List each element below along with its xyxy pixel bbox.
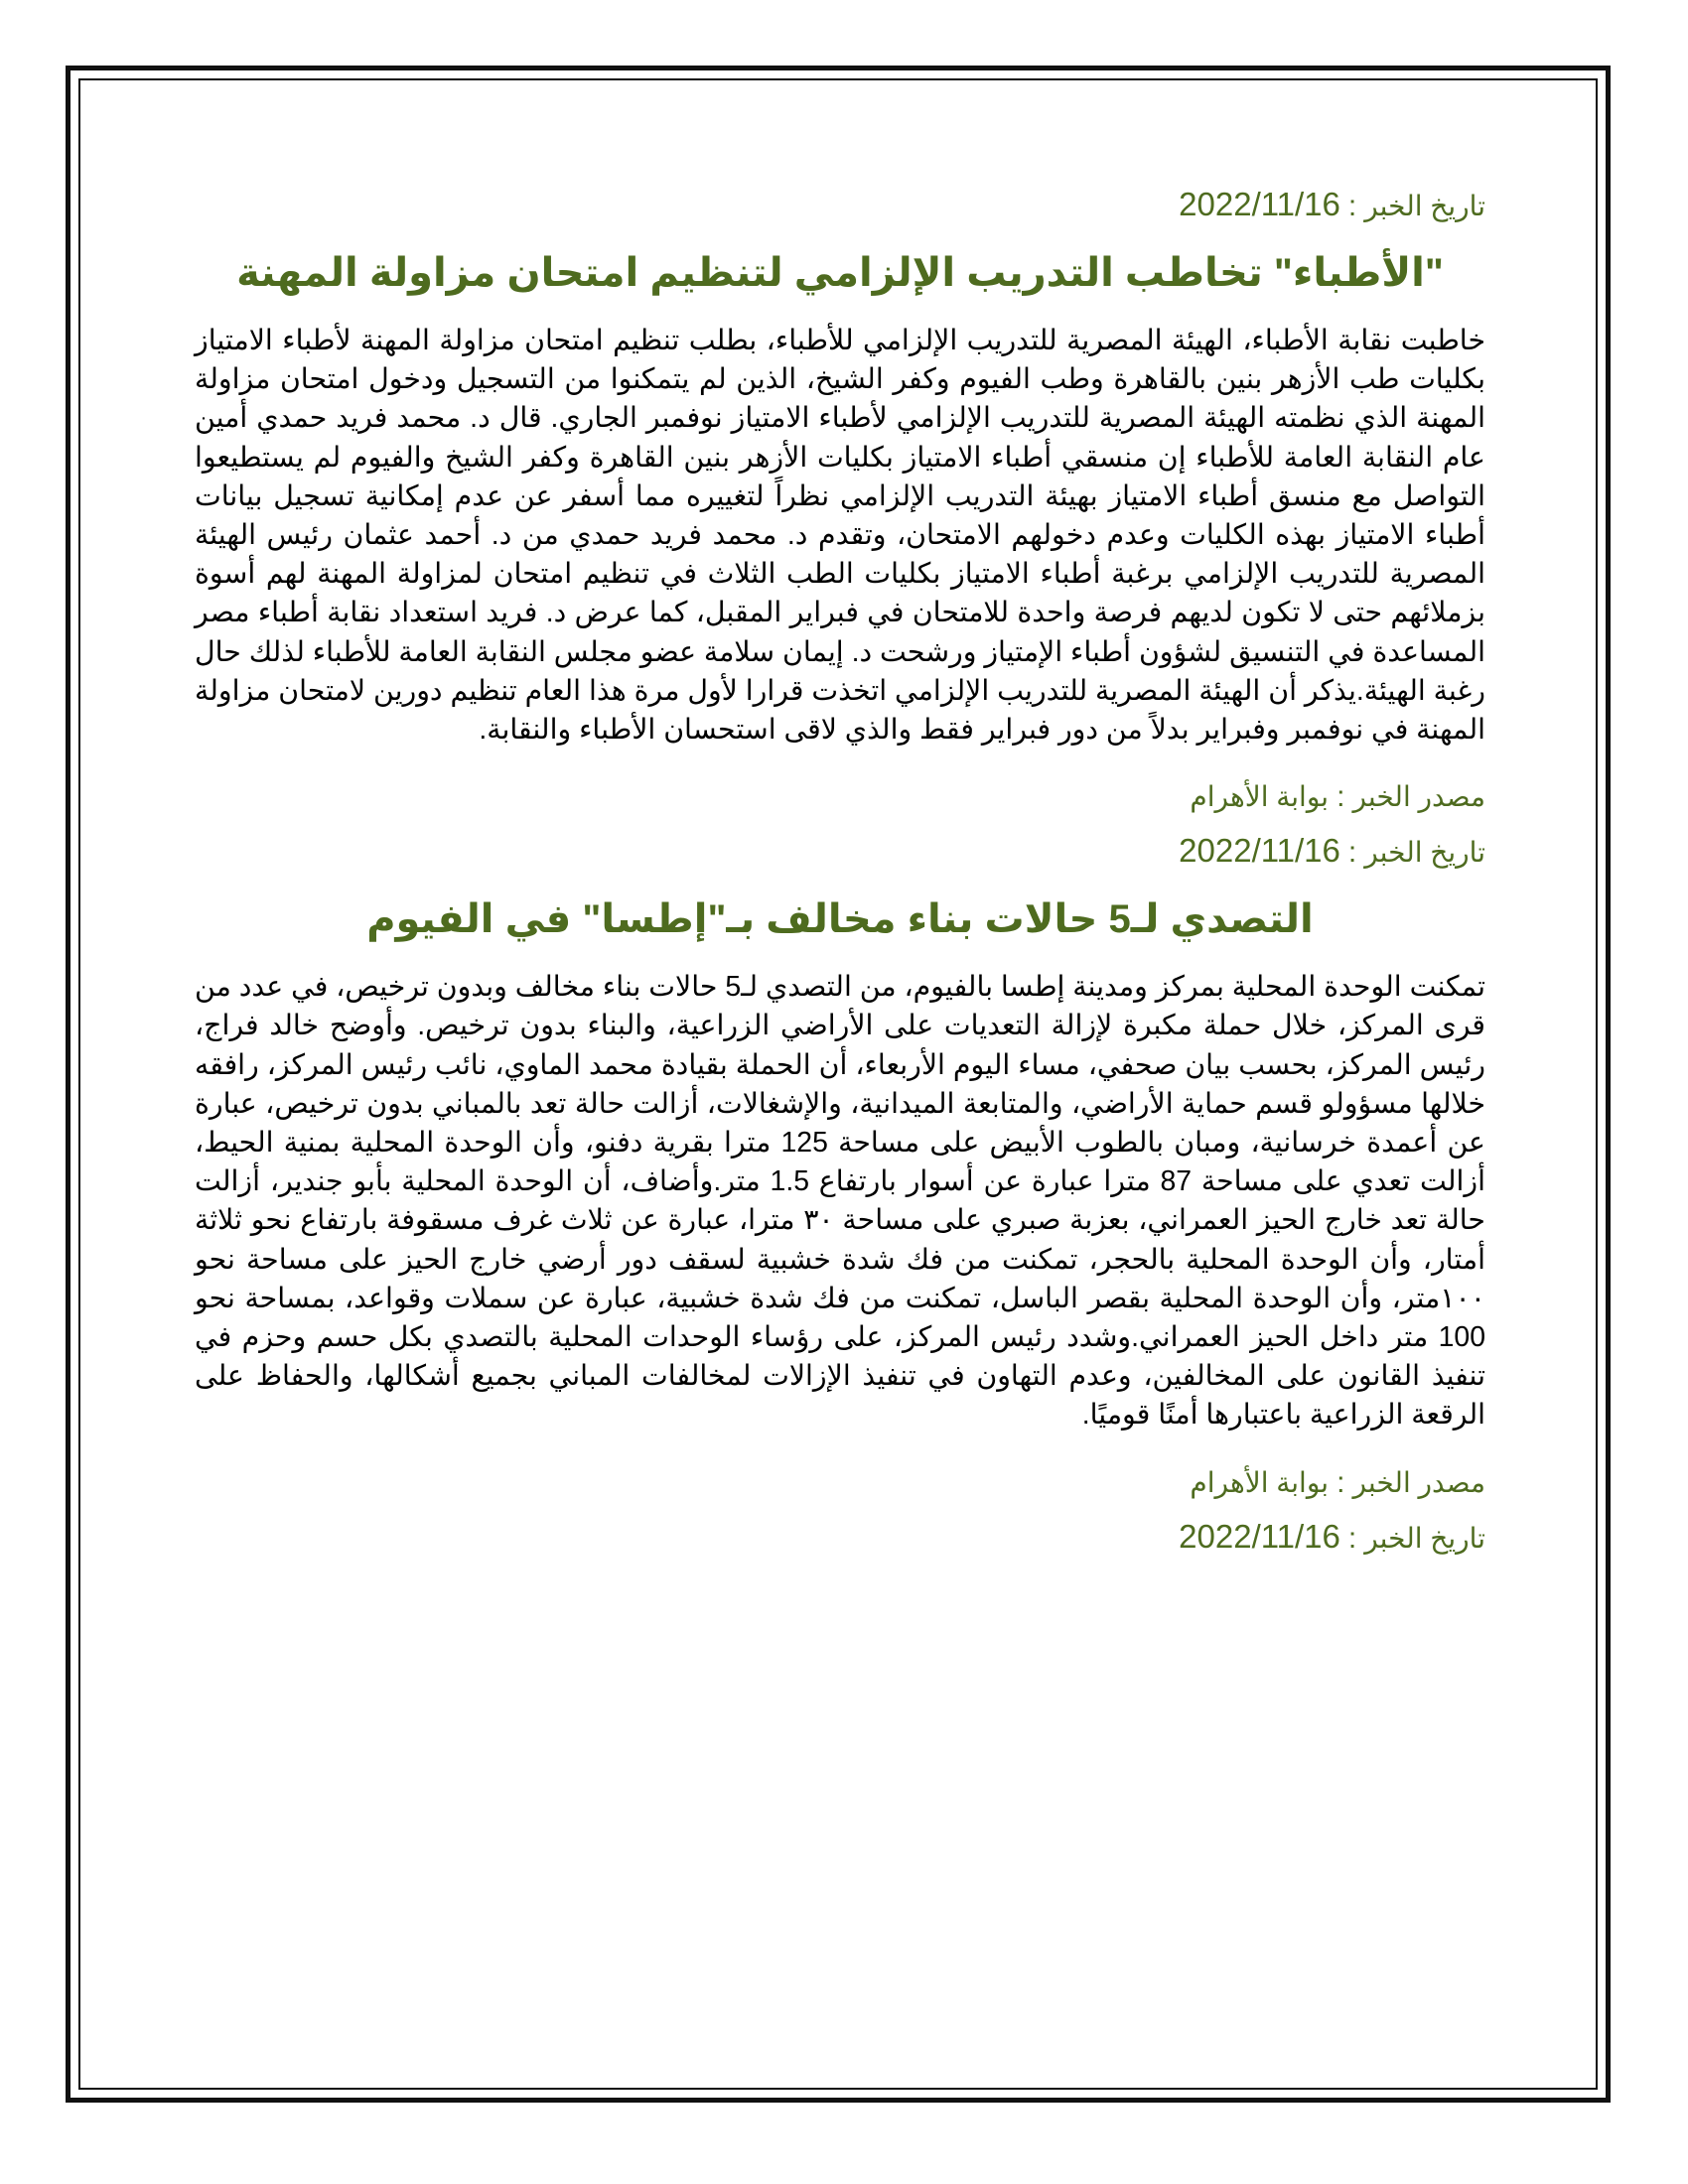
news-article-fayoum [195, 831, 1485, 1502]
article-source-line [195, 777, 1485, 817]
date-label: تاريخ الخبر [1364, 837, 1485, 869]
source-label: مصدر الخبر [1352, 781, 1485, 813]
article-date: 2022/11/16 [1179, 186, 1340, 222]
article-source: بوابة الأهرام [1190, 1466, 1330, 1498]
document-content [195, 185, 1485, 1559]
article-date-line [195, 185, 1485, 226]
date-separator: : [1347, 1521, 1357, 1555]
date-separator: : [1347, 836, 1357, 870]
article-source-line [195, 1463, 1485, 1503]
article-body: تمكنت الوحدة المحلية بمركز ومدينة إطسا بالفيوم، من التصدي لـ5 حالات بناء مخالف وبدون ترخيص، في عدد من قرى المركز، خلال حملة مكبرة لإزالة التعديات على الأراضي الزراعية، والبناء بدون ترخيص. وأوضح خالد فراج، رئيس المركز، بحسب بيان صحفي، مساء اليوم الأربعاء، أن الحملة بقيادة محمد الماوي، نائب رئيس المركز، رافقه خلالها مسؤولو قسم حماية الأراضي، والمتابعة الميدانية، والإشغالات، أزالت حالة تعد بالمباني بدون ترخيص، عبارة عن أعمدة خرسانية، ومبان بالطوب الأبيض على مساحة 125 مترا بقرية دفنو، وأن الوحدة المحلية بمنية الحيط، أزالت تعدي على مساحة 87 مترا عبارة عن أسوار بارتفاع 1.5 متر.وأضاف، أن الوحدة المحلية بأبو جندير، أزالت حالة تعد خارج الحيز العمراني، بعزبة صبري على مساحة ٣٠ مترا، عبارة عن ثلاث غرف مسقوفة بارتفاع نحو ثلاثة أمتار، وأن الوحدة المحلية بالحجر، تمكنت من فك شدة خشبية لسقف دور أرضي خارج الحيز على مساحة نحو ١٠٠متر، وأن الوحدة المحلية بقصر الباسل، تمكنت من فك شدة خشبية، عبارة عن سملات وقواعد، بمساحة نحو 100 متر داخل الحيز العمراني.وشدد رئيس المركز، على رؤساء الوحدات المحلية بالتصدي بكل حسم وحزم في تنفيذ القانون على المخالفين، وعدم التهاون في تنفيذ الإزالات لمخالفات المباني بجميع أشكالها، والحفاظ على الرقعة الزراعية باعتبارها أمنًا قوميًا. [195, 971, 1486, 1432]
article-headline: "الأطباء" تخاطب التدريب الإلزامي لتنظيم امتحان مزاولة المهنة [236, 251, 1444, 295]
article-date-line [195, 831, 1485, 873]
source-label: مصدر الخبر [1352, 1466, 1485, 1498]
article-body: خاطبت نقابة الأطباء، الهيئة المصرية للتدريب الإلزامي للأطباء، بطلب تنظيم امتحان مزاولة المهنة لأطباء الامتياز بكليات طب الأزهر بنين بالقاهرة وطب الفيوم وكفر الشيخ، الذين لم يتمكنوا من التسجيل ودخول امتحان مزاولة المهنة الذي نظمته الهيئة المصرية للتدريب الإلزامي لأطباء الامتياز نوفمبر الجاري. قال د. محمد فريد حمدي أمين عام النقابة العامة للأطباء إن منسقي أطباء الامتياز بكليات الأزهر بنين القاهرة وكفر الشيخ والفيوم لم يستطيعوا التواصل مع منسق أطباء الامتياز بهيئة التدريب الإلزامي نظراً لتغييره مما أسفر عن عدم إمكانية تسجيل بيانات أطباء الامتياز بهذه الكليات وعدم دخولهم الامتحان، وتقدم د. محمد فريد حمدي من د. أحمد عثمان رئيس الهيئة المصرية للتدريب الإلزامي برغبة أطباء الامتياز بكليات الطب الثلاث في تنظيم امتحان لمزاولة المهنة لهم أسوة بزملائهم حتى لا تكون لديهم فرصة واحدة للامتحان في فبراير المقبل، كما عرض د. فريد استعداد نقابة أطباء مصر المساعدة في التنسيق لشؤون أطباء الإمتياز ورشحت د. إيمان سلامة عضو مجلس النقابة العامة للأطباء لذلك حال رغبة الهيئة.يذكر أن الهيئة المصرية للتدريب الإلزامي اتخذت قرارا لأول مرة هذا العام تنظيم دورين لامتحان مزاولة المهنة في نوفمبر وفبراير بدلاً من دور فبراير فقط والذي لاقى استحسان الأطباء والنقابة. [195, 325, 1485, 747]
article-headline: التصدي لـ5 حالات بناء مخالف بـ"إطسا" في الفيوم [366, 897, 1314, 942]
date-separator: : [1347, 190, 1357, 222]
source-separator: : [1336, 1465, 1345, 1499]
trailing-date-line [195, 1517, 1485, 1559]
article-date: 2022/11/16 [1179, 832, 1340, 870]
date-label: تاريخ الخبر [1364, 191, 1485, 221]
source-separator: : [1336, 780, 1345, 814]
news-article-doctors [195, 185, 1485, 817]
article-source: بوابة الأهرام [1190, 781, 1330, 813]
trailing-date: 2022/11/16 [1179, 1517, 1340, 1555]
date-label: تاريخ الخبر [1364, 1522, 1485, 1554]
